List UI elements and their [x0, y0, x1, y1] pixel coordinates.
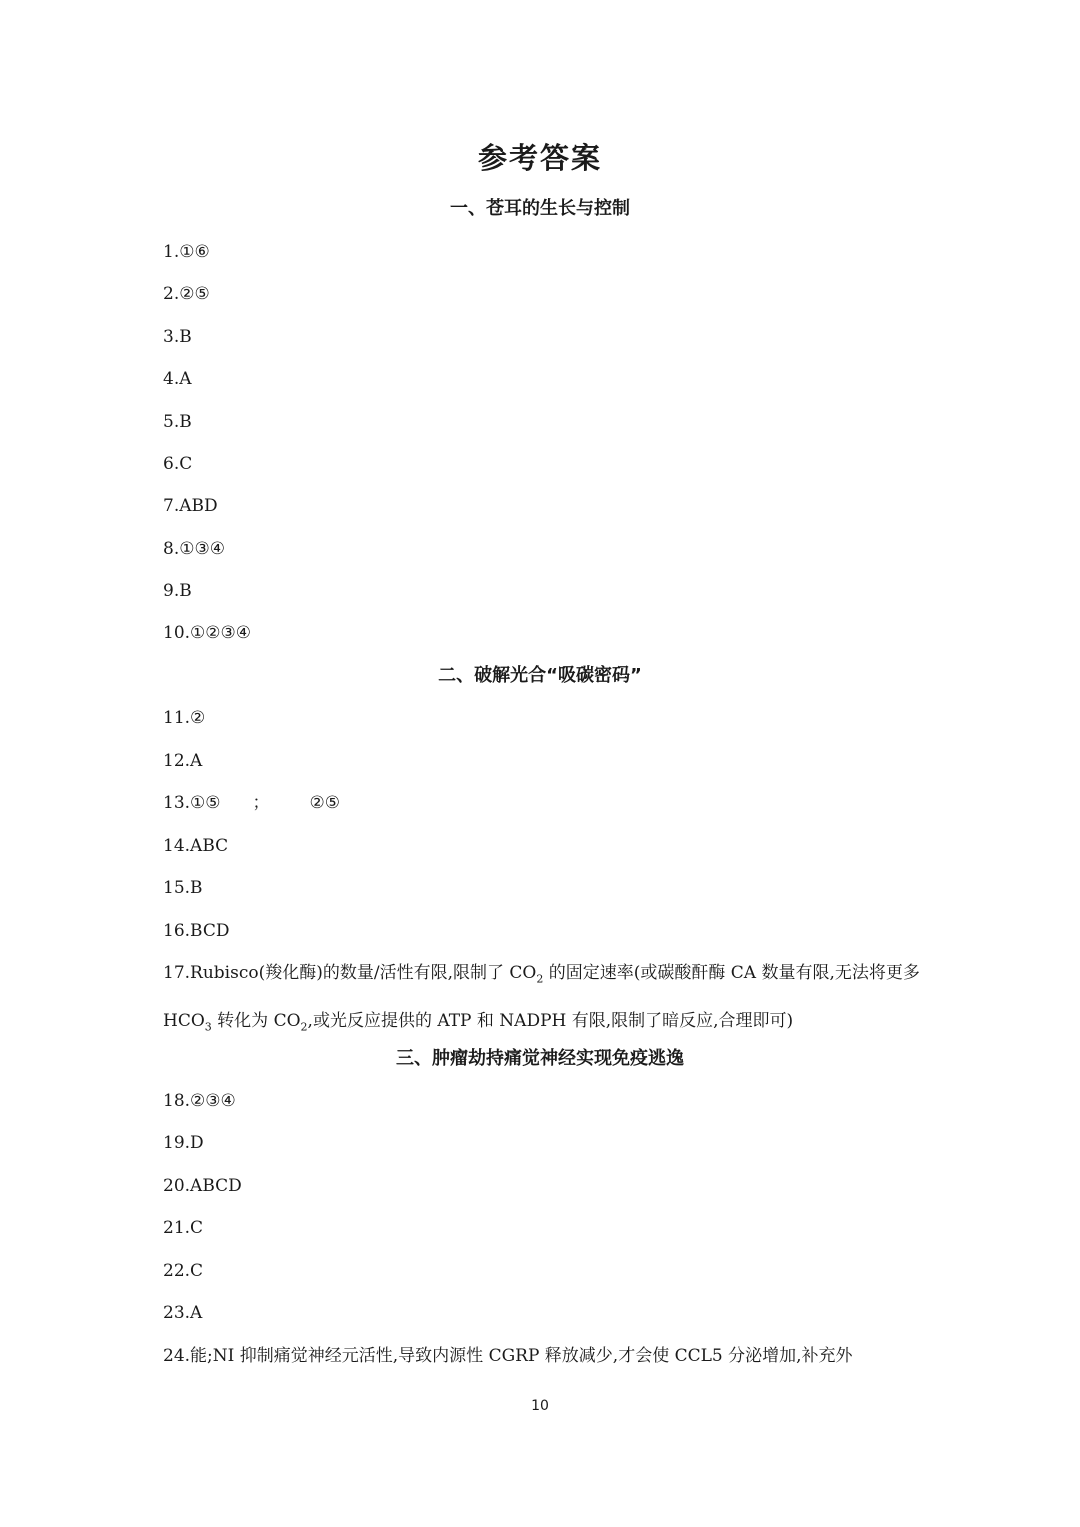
answer-item: 9.B: [163, 581, 192, 601]
answer-17-text-4: ,或光反应提供的 ATP 和 NADPH 有限,限制了暗反应,合理即可): [307, 1011, 794, 1032]
answer-item: 23.A: [163, 1303, 203, 1323]
answer-item-17: [163, 952, 923, 1049]
answer-17-sub-3: 2: [300, 1020, 308, 1034]
answer-17-text-3: 转化为 CO: [211, 1011, 301, 1032]
answer-item: 2.②⑤: [163, 284, 210, 304]
answer-item: 18.②③④: [163, 1091, 236, 1111]
answer-17-sub-1: 2: [536, 972, 544, 986]
answer-item: 11.②: [163, 708, 206, 728]
answer-item: 16.BCD: [163, 921, 230, 941]
answer-item-13: [163, 791, 340, 815]
section-heading-2: 二、破解光合“吸碳密码”: [438, 665, 642, 686]
answer-13-number: 13.: [163, 793, 191, 813]
answer-item: 3.B: [163, 327, 192, 347]
answer-item: 15.B: [163, 878, 203, 898]
page-number: 10: [531, 1398, 549, 1414]
answer-item: 4.A: [163, 369, 192, 389]
page-title: 参考答案: [477, 141, 602, 175]
answer-item: 22.C: [163, 1261, 204, 1281]
answer-17-sub-2: 3: [204, 1020, 212, 1034]
answer-item: 12.A: [163, 751, 203, 771]
answer-17-text-2: 的固定速率(或碳酸酐酶 CA 数量有限,无法将更多 HCO: [163, 963, 920, 1032]
answer-17-text-1: 17.Rubisco(羧化酶)的数量/活性有限,限制了 CO: [163, 963, 537, 983]
answer-item: 10.①②③④: [163, 623, 251, 643]
answer-13-part1: ①⑤: [190, 793, 221, 813]
answer-item: 6.C: [163, 454, 193, 474]
answer-item: 24.能;NI 抑制痛觉神经元活性,导致内源性 CGRP 释放减少,才会使 CCL5 分泌增加,补充外: [163, 1346, 853, 1366]
answer-item: 20.ABCD: [163, 1176, 242, 1196]
answer-item: 5.B: [163, 412, 192, 432]
answer-item: 8.①③④: [163, 539, 225, 559]
answer-13-part2: ②⑤: [309, 793, 341, 813]
answer-item: 1.①⑥: [163, 242, 210, 262]
section-heading-3: 三、肿瘤劫持痛觉神经实现免疫逃逸: [396, 1048, 684, 1069]
answer-13-separator: ；: [252, 793, 270, 813]
section-heading-1: 一、苍耳的生长与控制: [450, 198, 630, 219]
answer-item: 21.C: [163, 1218, 204, 1238]
answer-item: 14.ABC: [163, 836, 229, 856]
answer-item: 7.ABD: [163, 496, 218, 516]
answer-item: 19.D: [163, 1133, 204, 1153]
